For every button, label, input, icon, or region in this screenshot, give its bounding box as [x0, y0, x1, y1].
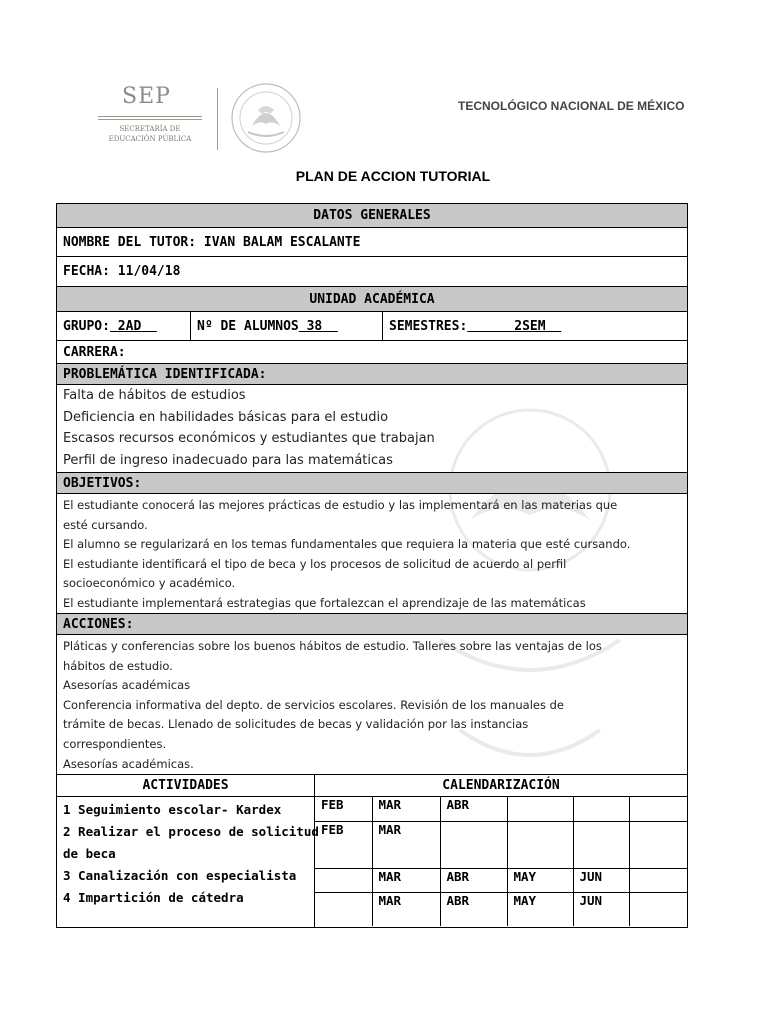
semestres-cell — [383, 312, 687, 340]
calendar-cell — [440, 821, 507, 868]
sep-logo-rule — [98, 116, 202, 117]
calendar-table — [315, 797, 687, 926]
calendar-cell: MAR — [372, 868, 440, 892]
activities-header-row — [57, 775, 687, 797]
sep-logo-subtitle — [86, 124, 214, 144]
calendar-cell: FEB — [315, 821, 372, 868]
calendar-cell — [629, 892, 687, 926]
tutorial-plan-form — [56, 203, 688, 928]
list-item: El estudiante identificará el tipo de beca y los procesos de solicitud de acuerdo al perfil — [63, 556, 567, 571]
semestres-value — [467, 319, 561, 334]
calendar-cell: JUN — [573, 892, 629, 926]
activity-item: 3 Canalización con especialista — [63, 868, 297, 883]
calendar-grid — [315, 797, 687, 927]
sep-logo-rule — [98, 119, 202, 120]
calendar-cell — [573, 821, 629, 868]
calendar-cell: MAR — [372, 821, 440, 868]
list-item: Pláticas y conferencias sobre los buenos hábitos de estudio. Talleres sobre las ventajas de los — [63, 639, 602, 653]
semestres-value-text: 2SEM — [514, 318, 546, 334]
sep-subtitle-line: SECRETARÍA DE — [119, 125, 181, 133]
acciones-list — [57, 635, 687, 775]
problematica-list — [57, 385, 687, 473]
objetivos-list — [57, 494, 687, 614]
semestres-label: SEMESTRES: — [389, 318, 468, 334]
institution-name: TECNOLÓGICO NACIONAL DE MÉXICO — [458, 99, 685, 113]
calendar-cell — [507, 821, 573, 868]
calendar-cell: MAY — [507, 892, 573, 926]
calendarizacion-header: CALENDARIZACIÓN — [442, 778, 560, 793]
list-item: El estudiante implementará estrategias que fortalezcan el aprendizaje de las matemáticas — [63, 595, 586, 610]
fecha-row: FECHA: 11/04/18 — [57, 257, 687, 287]
calendar-row — [315, 797, 687, 821]
activity-item: de beca — [63, 846, 116, 861]
alumnos-value — [299, 319, 338, 334]
calendar-row — [315, 892, 687, 926]
calendar-cell — [629, 797, 687, 821]
sep-logo — [86, 84, 206, 144]
activities-list — [57, 797, 319, 927]
grupo-cell — [57, 312, 191, 340]
list-item: esté cursando. — [63, 517, 148, 532]
calendar-cell: FEB — [315, 797, 372, 821]
tutor-row: NOMBRE DEL TUTOR: IVAN BALAM ESCALANTE — [57, 228, 687, 257]
calendar-cell — [629, 868, 687, 892]
eagle-seal-icon — [228, 80, 304, 156]
calendar-cell: ABR — [440, 868, 507, 892]
page-title: PLAN DE ACCION TUTORIAL — [295, 168, 491, 184]
list-item: Asesorías académicas. — [63, 756, 194, 771]
calendar-cell: MAR — [372, 892, 440, 926]
section-header-datos: DATOS GENERALES — [57, 204, 687, 228]
alumnos-value-text: 38 — [306, 318, 323, 334]
list-item: trámite de becas. Llenado de solicitudes de becas y validación por las instancias — [63, 717, 529, 732]
sep-logo-word: SEP — [122, 84, 171, 109]
actividades-header: ACTIVIDADES — [57, 775, 315, 796]
alumnos-cell — [191, 312, 383, 340]
activity-item: 2 Realizar el proceso de solicitud — [63, 824, 319, 839]
list-item: hábitos de estudio. — [63, 658, 173, 673]
list-item: Deficiencia en habilidades básicas para el estudio — [63, 409, 389, 425]
activities-grid — [57, 797, 687, 927]
calendar-cell: ABR — [440, 892, 507, 926]
calendar-row — [315, 821, 687, 868]
sep-subtitle-line: EDUCACIÓN PÚBLICA — [108, 135, 192, 143]
alumnos-label: Nº DE ALUMNOS — [197, 318, 299, 334]
list-item: Conferencia informativa del depto. de servicios escolares. Revisión de los manuales de — [63, 697, 564, 712]
carrera-row: CARRERA: — [57, 341, 687, 364]
grupo-label: GRUPO: — [63, 318, 110, 334]
grupo-value-text: 2AD — [117, 318, 142, 334]
list-item: El estudiante conocerá las mejores prácticas de estudio y las implementará en las materias que — [63, 498, 618, 512]
calendar-row — [315, 868, 687, 892]
grupo-row — [57, 312, 687, 341]
calendar-cell: JUN — [573, 868, 629, 892]
calendar-cell — [573, 797, 629, 821]
list-item: Perfil de ingreso inadecuado para las matemáticas — [63, 452, 393, 468]
calendar-cell — [315, 892, 372, 926]
calendar-cell — [507, 797, 573, 821]
calendar-cell: MAY — [507, 868, 573, 892]
activity-item: 1 Seguimiento escolar- Kardex — [63, 802, 282, 817]
section-header-unidad: UNIDAD ACADÉMICA — [57, 287, 687, 312]
calendar-cell: MAR — [372, 797, 440, 821]
section-header-objetivos: OBJETIVOS: — [57, 473, 687, 494]
calendar-cell: ABR — [440, 797, 507, 821]
list-item: El alumno se regularizará en los temas fundamentales que requiera la materia que esté cursando. — [63, 537, 631, 552]
section-header-acciones: ACCIONES: — [57, 614, 687, 635]
list-item: Asesorías académicas — [63, 678, 191, 693]
calendar-cell — [629, 821, 687, 868]
header-divider — [217, 88, 218, 150]
section-header-problematica: PROBLEMÁTICA IDENTIFICADA: — [57, 364, 687, 385]
calendar-cell — [315, 868, 372, 892]
list-item: socioeconómico y académico. — [63, 576, 236, 591]
list-item: Falta de hábitos de estudios — [63, 388, 246, 403]
grupo-value — [110, 319, 157, 334]
list-item: Escasos recursos económicos y estudiantes que trabajan — [63, 431, 435, 446]
activity-item: 4 Impartición de cátedra — [63, 890, 244, 905]
list-item: correspondientes. — [63, 736, 167, 751]
